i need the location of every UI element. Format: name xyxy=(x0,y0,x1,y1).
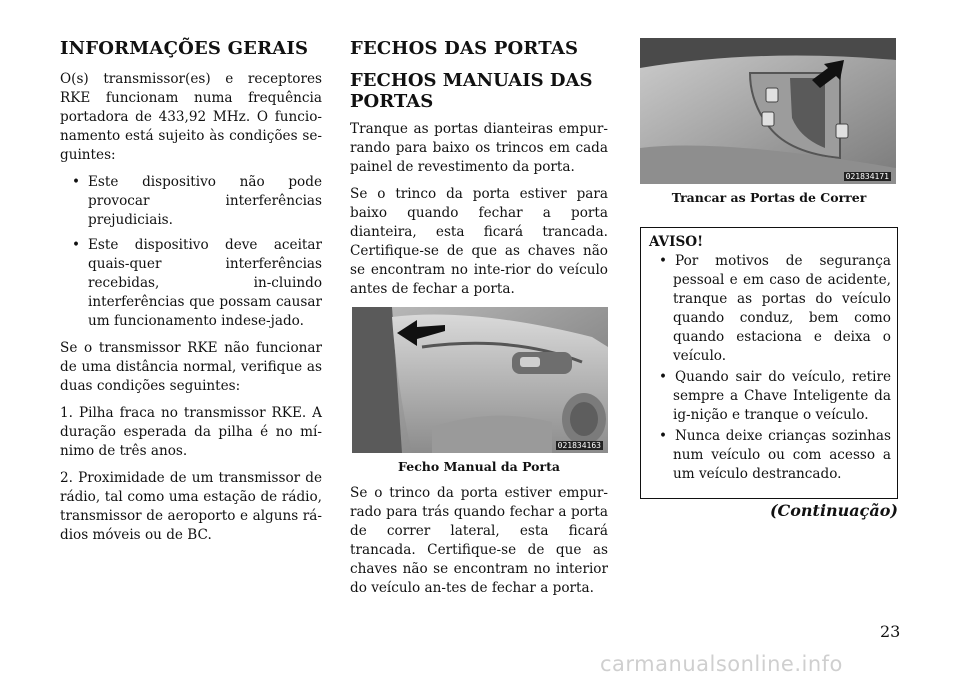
warning-title: AVISO! xyxy=(649,234,704,250)
list-item: • Por motivos de segurança pessoal e em caso de acidente, tranque as portas do veículo quando conduz, bem como quando estaciona e deixa o veículo. xyxy=(659,253,891,364)
bullet-icon: • xyxy=(72,174,81,190)
paragraph-lock-down: Se o trinco da porta estiver para baixo quando fechar a porta dianteira, esta ficará trancada. Certifique-se de que as chaves não se encontram no inte-rior do veículo antes de fechar a porta. xyxy=(350,186,608,297)
conditions-list xyxy=(60,173,322,331)
list-item: • Este dispositivo deve aceitar quais-quer interferências recebidas, in-cluindo interferências que possam causar um funcionamento indese-jado. xyxy=(72,237,322,329)
list-item: • Este dispositivo não pode provocar interferências prejudiciais. xyxy=(72,174,322,228)
paragraph-sliding-door: Se o trinco da porta estiver empur-rado para trás quando fechar a porta de correr lateral, esta ficará trancada. Certifique-se de que as chaves não se encontram no interior do veículo an-tes de fechar a porta. xyxy=(350,485,608,596)
column-sliding-doors xyxy=(640,38,898,520)
continuation-label: (Continuação) xyxy=(769,501,898,520)
caption-sliding-door-lock: Trancar as Portas de Correr xyxy=(671,190,867,205)
warning-box xyxy=(640,227,898,499)
door-panel-illustration xyxy=(352,307,608,453)
bullet-icon: • xyxy=(72,237,81,253)
figure-code: 021834171 xyxy=(845,172,889,181)
warning-list xyxy=(649,252,891,484)
heading-general-info: INFORMAÇÕES GERAIS xyxy=(60,38,309,59)
column-general-info xyxy=(60,38,322,553)
page-number: 23 xyxy=(880,622,901,641)
list-item: • Quando sair do veículo, retire sempre a Chave Inteligente da ig-nição e tranque o veículo. xyxy=(659,369,891,423)
caption-manual-door-lock: Fecho Manual da Porta xyxy=(398,459,560,474)
bullet-icon: • xyxy=(659,253,668,269)
figure-code: 021834163 xyxy=(557,441,601,450)
figure-manual-door-lock xyxy=(352,307,608,453)
bullet-icon: • xyxy=(659,428,668,444)
subheading-manual-locks: FECHOS MANUAIS DAS PORTAS xyxy=(350,70,593,112)
paragraph-frequency: O(s) transmissor(es) e receptores RKE funcionam numa frequência portadora de 433,92 MHz. O funcio-namento está sujeito às condições se-guintes: xyxy=(60,71,322,163)
heading-door-locks: FECHOS DAS PORTAS xyxy=(350,38,579,59)
column-door-locks xyxy=(350,38,608,606)
sliding-door-illustration xyxy=(640,38,896,184)
list-item: • Nunca deixe crianças sozinhas num veículo ou com acesso a um veículo destrancado. xyxy=(659,428,891,482)
paragraph-front-doors: Tranque as portas dianteiras empur-rando para baixo os trincos em cada painel de revestimento da porta. xyxy=(350,121,608,175)
paragraph-weak-battery: 1. Pilha fraca no transmissor RKE. A duração esperada da pilha é no mí-nimo de três anos. xyxy=(60,405,322,459)
bullet-icon: • xyxy=(659,369,668,385)
paragraph-range-check: Se o transmissor RKE não funcionar de uma distância normal, verifique as duas condições seguintes: xyxy=(60,340,322,394)
paragraph-radio-proximity: 2. Proximidade de um transmissor de rádio, tal como uma estação de rádio, transmissor de aeroporto e alguns rá-dios móveis ou de BC. xyxy=(60,470,322,543)
watermark: carmanualsonline.info xyxy=(600,652,843,676)
figure-sliding-door-lock xyxy=(640,38,896,184)
